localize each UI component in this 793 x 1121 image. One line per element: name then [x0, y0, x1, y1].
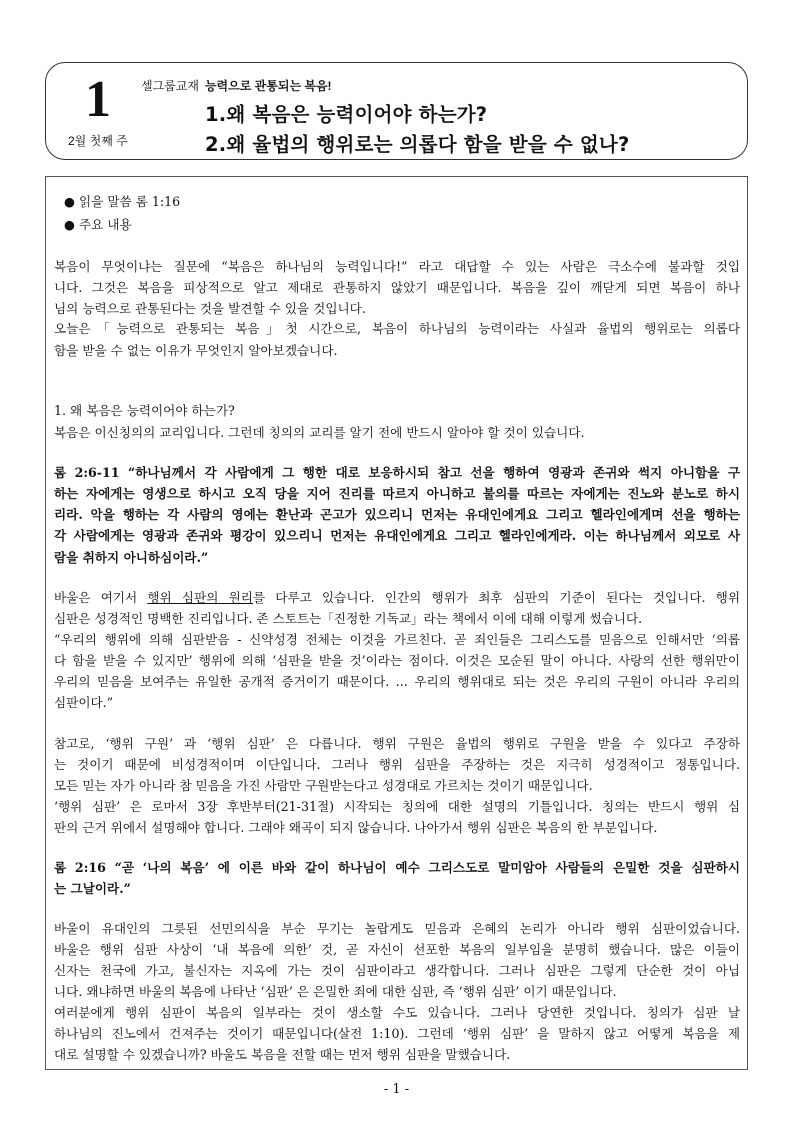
scripture-quote-line: 하는 자에게는 영생으로 하시고 오직 당을 지어 진리를 따르지 아니하고 불의를 따르는 자에게는 진노와 분노로 하시	[54, 486, 740, 501]
paragraph-line: 함을 받을 수 없는 이유가 무엇인지 알아보겠습니다.	[54, 343, 338, 358]
scripture-quote-line: 롬 2:16 “곧 ‘나의 복음’ 에 이른 바와 같이 하나님이 예수 그리스도로 말미암아 사람들의 은밀한 것을 심판하시	[54, 860, 740, 875]
quote-line: 심판이다.”	[54, 695, 114, 710]
paragraph-line: 복음은 이신칭의의 교리입니다. 그런데 칭의의 교리를 알기 전에 반드시 알아야 할 것이 있습니다.	[54, 425, 585, 440]
paragraph-line: 님의 능력으로 관통된다는 것을 발견할 수 있을 것입니다.	[54, 301, 366, 316]
paragraph-line: 참고로, ‘행위 구원’ 과 ‘행위 심판’ 은 다릅니다. 행위 구원은 율법의 행위로 구원을 받을 수 있다고 주장하	[54, 736, 740, 751]
series-label	[141, 77, 332, 94]
contents-label: ● 주요 내용	[64, 217, 132, 232]
paragraph-line: 복음이 무엇이냐는 질문에 “복음은 하나님의 능력입니다!” 라고 대답할 수 있는 사람은 극소수에 불과할 것입	[54, 259, 740, 274]
page-number: - 1 -	[383, 1082, 410, 1097]
paragraph-line: 모든 믿는 자가 아니라 참 믿음을 가진 사람만 구원받는다고 성경대로 가르치는 것이기 때문입니다.	[54, 778, 593, 793]
paragraph-line: 바울은 행위 심판 사상이 ‘내 복음에 의한’ 것, 곧 자신이 선포한 복음의 일부임을 분명히 했습니다. 많은 이들이	[54, 942, 740, 957]
quote-line: 다 함을 받을 수 있지만’ 행위에 의해 ‘심판을 받을 것’이라는 점이다. 이것은 모순된 말이 아니다. 사랑의 선한 행위만이	[54, 653, 740, 668]
paragraph-line: 니다. 그것은 복음을 피상적으로 알고 제대로 관통하지 않았기 때문입니다. 복음을 깊이 깨닫게 되면 복음이 하나	[54, 280, 740, 295]
quote-line: “우리의 행위에 의해 심판받음 - 신약성경 전체는 이것을 가르친다. 곧 죄인들은 그리스도를 믿음으로 인해서만 ‘의롭	[54, 632, 740, 647]
section-heading: 1. 왜 복음은 능력이어야 하는가?	[54, 403, 235, 418]
paragraph-line: 여러분에게 행위 심판이 복음의 일부라는 것이 생소할 수도 있습니다. 그러나 당연한 것입니다. 칭의가 심판 날	[54, 1005, 740, 1020]
scripture-quote-line: 각 사람에게는 영광과 존귀와 평강이 있으리니 먼저는 유대인에게요 그리고 헬라인에게라. 이는 하나님께서 외모로 사	[54, 528, 740, 543]
scripture-quote-line: 람을 취하지 아니하심이라.”	[54, 550, 209, 565]
underlined-term: 행위 심판의 원리	[147, 590, 253, 605]
paragraph-line	[54, 589, 740, 606]
title-1: 1.왜 복음은 능력이어야 하는가?	[205, 103, 488, 126]
paragraph-line: 심판은 성경적인 명백한 진리입니다. 존 스토트는「진정한 기독교」라는 책에서 이에 대해 이렇게 썼습니다.	[54, 611, 643, 626]
title-2: 2.왜 율법의 행위로는 의롭다 함을 받을 수 없나?	[205, 133, 630, 156]
week-label: 2월 첫째 주	[68, 134, 128, 148]
quote-line: 우리의 믿음을 보여주는 유일한 공개적 증거이기 때문이다. ... 우리의 행위대로 되는 것은 우리의 구원이 아니라 우리의	[54, 674, 740, 689]
paragraph-line: 오늘은「능력으로 관통되는 복음」첫 시간으로, 복음이 하나님의 능력이라는 사실과 율법의 행위로는 의롭다	[54, 321, 740, 336]
paragraph-line: 는 것이기 때문에 비성경적이며 이단입니다. 그러나 행위 심판을 주장하는 것은 지극히 성경적이고 정통입니다.	[54, 757, 740, 772]
paragraph-line: 대로 설명할 수 있겠습니까? 바울도 복음을 전할 때는 먼저 행위 심판을 말했습니다.	[54, 1047, 511, 1062]
paragraph-line: ‘행위 심판’ 은 로마서 3장 후반부터(21-31절) 시작되는 칭의에 대한 설명의 기틀입니다. 칭의는 반드시 행위 심	[54, 799, 740, 814]
paragraph-line: 바울이 유대인의 그릇된 선민의식을 부순 무기는 놀랍게도 믿음과 은혜의 논리가 아니라 행위 심판이었습니다.	[54, 921, 740, 936]
text-segment: 바울은 여기서	[54, 590, 148, 605]
paragraph-line: 판의 근거 위에서 설명해야 합니다. 그래야 왜곡이 되지 않습니다. 나아가서 행위 심판은 복음의 한 부분입니다.	[54, 820, 658, 835]
reading-label: ● 읽을 말씀 롬 1:16	[64, 194, 181, 209]
paragraph-line: 신자는 천국에 가고, 불신자는 지옥에 가는 것이 심판이라고 생각합니다. 그러나 심판은 그렇게 단순한 것이 아닙	[54, 963, 740, 978]
paragraph-line: 니다. 왜냐하면 바울의 복음에 나타난 ‘심판’ 은 은밀한 죄에 대한 심판, 즉 ‘행위 심판’ 이기 때문입니다.	[54, 984, 617, 999]
series-prefix: 셀그룹교재	[141, 79, 199, 93]
scripture-quote-line: 리라. 악을 행하는 각 사람의 영에는 환난과 곤고가 있으리니 먼저는 유대인에게요 그리고 헬라인에게며 선을 행하는	[54, 507, 740, 522]
text-segment: 를 다루고 있습니다. 인간의 행위가 최후 심판의 기준이 된다는 것입니다. 행위	[252, 590, 741, 605]
scripture-quote-line: 는 그날이라.”	[54, 881, 131, 896]
scripture-quote-line: 롬 2:6-11 “하나님께서 각 사람에게 그 행한 대로 보응하시되 참고 선을 행하여 영광과 존귀와 썩지 아니함을 구	[54, 465, 740, 480]
paragraph-line: 하나님의 진노에서 건져주는 것이기 때문입니다(살전 1:10). 그런데 ‘행위 심판’ 을 말하지 않고 어떻게 복음을 제	[54, 1026, 740, 1041]
lesson-number: 1	[85, 71, 111, 128]
series-name: 능력으로 관통되는 복음!	[204, 79, 332, 93]
